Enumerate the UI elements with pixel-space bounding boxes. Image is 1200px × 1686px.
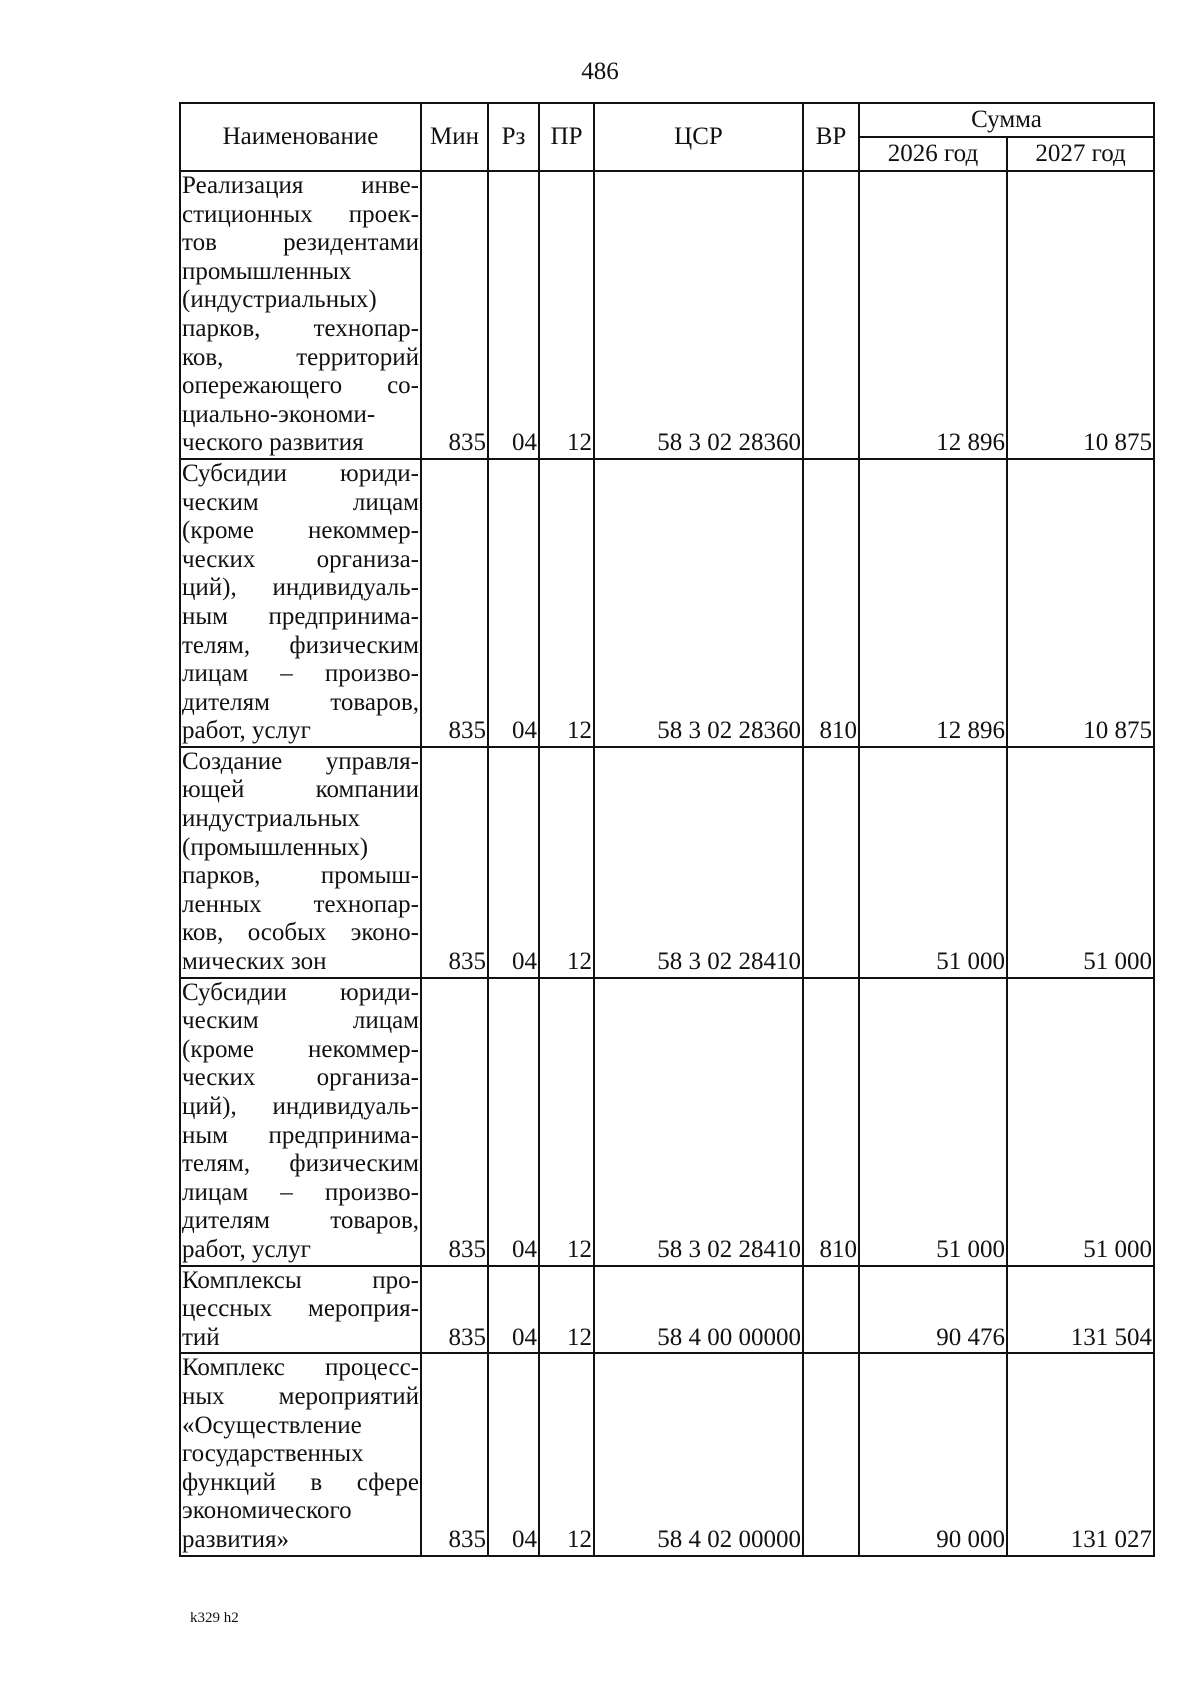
row-csr: 58 3 02 28360: [594, 171, 803, 459]
row-rz: 04: [488, 1353, 539, 1555]
row-csr: 58 4 00 00000: [594, 1266, 803, 1354]
row-amount-2026: 51 000: [859, 978, 1007, 1266]
row-amount-2027: 131 504: [1007, 1266, 1154, 1354]
row-name-line: Субсидии юриди-: [182, 978, 419, 1006]
header-sum: Сумма: [859, 103, 1154, 137]
row-name-line: (индустриальных): [182, 286, 377, 314]
row-name-line: телям, физическим: [182, 1150, 419, 1178]
row-name-line: парков, технопар-: [182, 314, 419, 342]
row-pr: 12: [539, 747, 594, 978]
row-amount-2027: 10 875: [1007, 459, 1154, 747]
row-name: [180, 1353, 421, 1555]
row-name: [180, 747, 421, 978]
row-name-line: дителям товаров,: [182, 1207, 419, 1235]
page-number: 486: [581, 58, 619, 85]
row-name-line: государственных: [182, 1440, 364, 1468]
row-vr: [803, 1353, 859, 1555]
row-name-line: развития»: [182, 1525, 289, 1553]
row-amount-2027: 10 875: [1007, 171, 1154, 459]
budget-table: [179, 102, 1155, 1557]
row-name: [180, 1266, 421, 1354]
row-vr: [803, 747, 859, 978]
row-name-line: лицам – произво-: [182, 660, 419, 688]
row-name-line: телям, физическим: [182, 631, 419, 659]
row-pr: 12: [539, 1266, 594, 1354]
row-pr: 12: [539, 171, 594, 459]
row-pr: 12: [539, 459, 594, 747]
row-name-line: ческим лицам: [182, 1007, 419, 1035]
row-name-line: экономического: [182, 1497, 352, 1525]
row-name-line: промышленных: [182, 257, 352, 285]
row-name-line: опережающего со-: [182, 372, 419, 400]
row-vr: 810: [803, 978, 859, 1266]
row-rz: 04: [488, 171, 539, 459]
row-name-line: Субсидии юриди-: [182, 459, 419, 487]
row-csr: 58 3 02 28410: [594, 978, 803, 1266]
row-name-line: тов резидентами: [182, 229, 419, 257]
row-amount-2026: 90 476: [859, 1266, 1007, 1354]
row-amount-2027: 51 000: [1007, 978, 1154, 1266]
row-name-line: функций в сфере: [182, 1468, 419, 1496]
row-amount-2026: 12 896: [859, 171, 1007, 459]
row-name-line: работ, услуг: [182, 1235, 311, 1263]
header-csr: ЦСР: [594, 103, 803, 171]
header-rz: Рз: [488, 103, 539, 171]
row-name-line: (промышленных): [182, 833, 369, 861]
row-name-line: циально-экономи-: [182, 400, 376, 428]
row-min: 835: [421, 171, 488, 459]
row-name-line: ленных технопар-: [182, 890, 419, 918]
row-vr: [803, 1266, 859, 1354]
footer-code: k329 h2: [190, 1610, 239, 1626]
table-row: [180, 1266, 1154, 1354]
row-name: [180, 171, 421, 459]
row-min: 835: [421, 978, 488, 1266]
row-name-line: ций), индивидуаль-: [182, 1093, 419, 1120]
row-name-line: (кроме некоммер-: [182, 1035, 419, 1063]
header-year-2027: 2027 год: [1007, 137, 1154, 171]
row-name-line: Комплексы про-: [182, 1266, 419, 1294]
table-row: [180, 978, 1154, 1266]
row-name: [180, 978, 421, 1266]
row-rz: 04: [488, 459, 539, 747]
row-min: 835: [421, 1353, 488, 1555]
row-name: [180, 459, 421, 747]
row-name-line: ков, территорий: [182, 343, 419, 371]
row-name-line: парков, промыш-: [182, 862, 419, 890]
row-name-line: ным предпринима-: [182, 1121, 419, 1149]
header-pr: ПР: [539, 103, 594, 171]
row-min: 835: [421, 459, 488, 747]
row-name-line: ющей компании: [182, 776, 419, 804]
row-name-line: мических зон: [182, 948, 327, 976]
row-rz: 04: [488, 978, 539, 1266]
row-csr: 58 3 02 28410: [594, 747, 803, 978]
table-row: [180, 459, 1154, 747]
row-name-line: ческих организа-: [182, 1064, 419, 1092]
row-name-line: (кроме некоммер-: [182, 517, 419, 545]
row-name-line: стиционных проек-: [182, 200, 419, 228]
row-name-line: ков, особых эконо-: [182, 919, 419, 947]
row-vr: 810: [803, 459, 859, 747]
table-body: [180, 171, 1154, 1556]
row-csr: 58 3 02 28360: [594, 459, 803, 747]
header-vr: ВР: [803, 103, 859, 171]
row-name-line: ций), индивидуаль-: [182, 574, 419, 602]
row-name-line: индустриальных: [182, 805, 361, 833]
row-name-line: ным предпринима-: [182, 602, 419, 630]
row-amount-2026: 51 000: [859, 747, 1007, 978]
row-rz: 04: [488, 747, 539, 978]
row-rz: 04: [488, 1266, 539, 1354]
row-name-line: Реализация инве-: [182, 172, 419, 199]
row-name-line: ческим лицам: [182, 488, 419, 516]
row-name-line: лицам – произво-: [182, 1178, 419, 1206]
row-name-line: ческого развития: [182, 429, 364, 457]
row-vr: [803, 171, 859, 459]
row-amount-2026: 90 000: [859, 1353, 1007, 1555]
row-amount-2027: 131 027: [1007, 1353, 1154, 1555]
row-min: 835: [421, 1266, 488, 1354]
row-name-line: Комплекс процесс-: [182, 1354, 419, 1382]
row-pr: 12: [539, 978, 594, 1266]
row-name-line: цессных мероприя-: [182, 1295, 419, 1323]
row-csr: 58 4 02 00000: [594, 1353, 803, 1555]
row-name-line: дителям товаров,: [182, 688, 419, 716]
row-name-line: ческих организа-: [182, 545, 419, 573]
row-min: 835: [421, 747, 488, 978]
row-amount-2026: 12 896: [859, 459, 1007, 747]
row-name-line: Создание управля-: [182, 747, 419, 775]
table-row: [180, 1353, 1154, 1555]
header-name: Наименование: [180, 103, 421, 171]
header-min: Мин: [421, 103, 488, 171]
row-pr: 12: [539, 1353, 594, 1555]
table-row: [180, 747, 1154, 978]
row-name-line: работ, услуг: [182, 717, 311, 745]
row-name-line: «Осуществление: [182, 1411, 362, 1439]
table-row: [180, 171, 1154, 459]
row-amount-2027: 51 000: [1007, 747, 1154, 978]
row-name-line: тий: [182, 1323, 220, 1351]
header-year-2026: 2026 год: [859, 137, 1007, 171]
row-name-line: ных мероприятий: [182, 1382, 419, 1410]
